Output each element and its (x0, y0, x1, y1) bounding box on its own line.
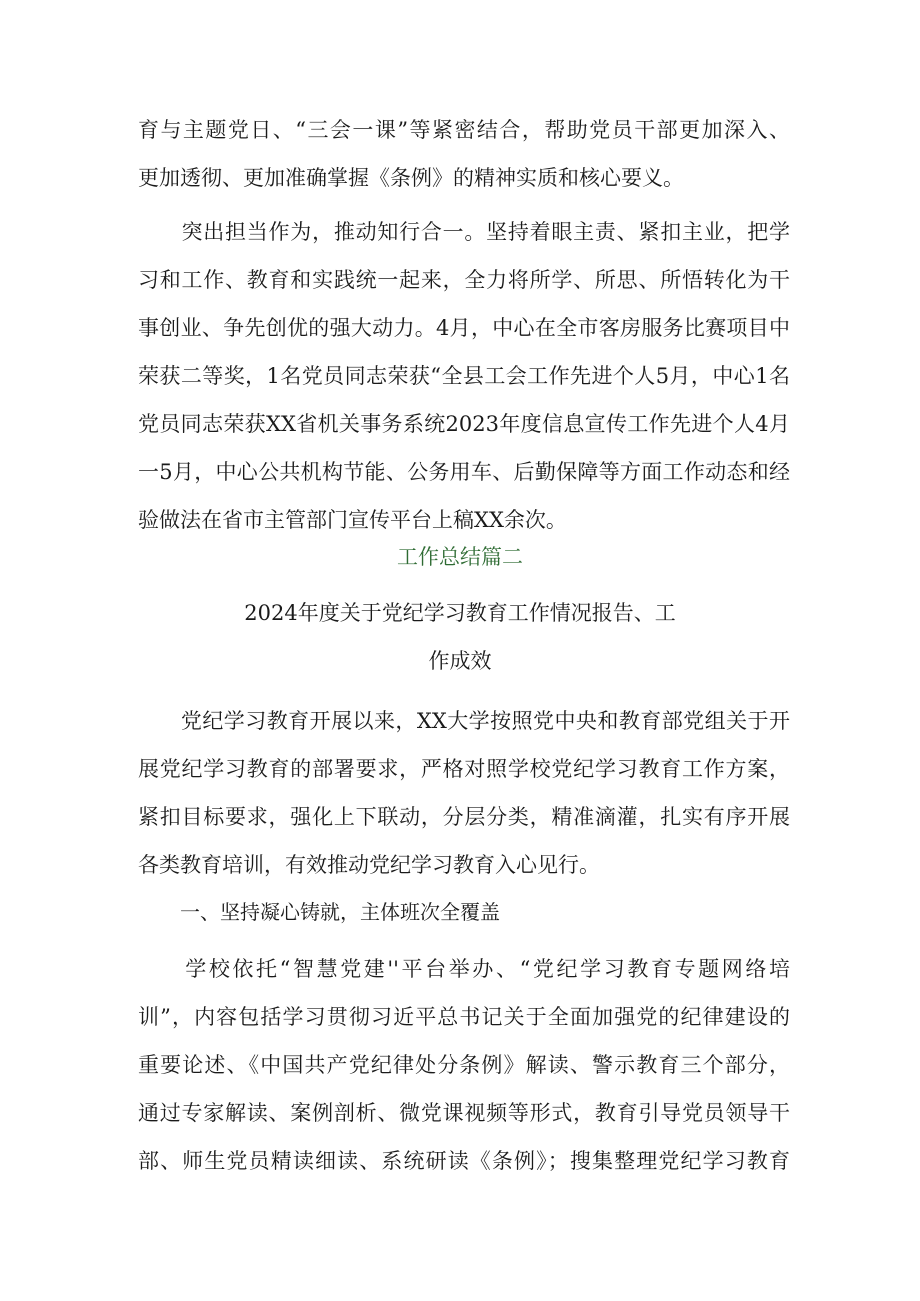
text-line: 通过专家解读、案例剖析、微党课视频等形式，教育引导党员领导干 (138, 1101, 790, 1125)
section-title: 工作总结篇二 (397, 545, 523, 569)
text-line: 更加透彻、更加准确掌握《条例》的精神实质和核心要义。 (138, 166, 684, 190)
text-line: 展党纪学习教育的部署要求，严格对照学校党纪学习教育工作方案， (138, 757, 790, 781)
paragraph-online-training (138, 945, 790, 1185)
paragraph-overview (138, 697, 790, 889)
text-line: 荣获二等奖，1名党员同志荣获“全县工会工作先进个人5月，中心1名 (138, 364, 790, 388)
text-line: 党纪学习教育开展以来，XX大学按照党中央和教育部党组关于开 (138, 709, 790, 733)
text-line: 一5月，中心公共机构节能、公务用车、后勤保障等方面工作动态和经 (138, 460, 790, 484)
text-line: 突出担当作为，推动知行合一。坚持着眼主责、紧扣主业，把学 (138, 220, 790, 244)
text-line: 育与主题党日、“三会一课”等紧密结合，帮助党员干部更加深入、 (138, 118, 790, 142)
section-heading-1: 一、坚持凝心铸就，主体班次全覆盖 (180, 900, 500, 924)
text-line: 训”，内容包括学习贯彻习近平总书记关于全面加强党的纪律建设的 (138, 1005, 790, 1029)
paragraph-intro-continuation (138, 106, 790, 202)
text-line: 部、师生党员精读细读、系统研读《条例》；搜集整理党纪学习教育 (138, 1149, 790, 1173)
document-title-line-2: 作成效 (428, 649, 492, 673)
text-line: 党员同志荣获XX省机关事务系统2023年度信息宣传工作先进个人4月 (138, 412, 790, 436)
text-line: 紧扣目标要求，强化上下联动，分层分类，精准滴灌，扎实有序开展 (138, 805, 790, 829)
paragraph-take-responsibility (138, 208, 790, 544)
text-line: 习和工作、教育和实践统一起来，全力将所学、所思、所悟转化为干 (138, 268, 790, 292)
text-line: 重要论述、《中国共产党纪律处分条例》解读、警示教育三个部分， (138, 1053, 790, 1077)
text-line: 学校依托“智慧党建''平台举办、“党纪学习教育专题网络培 (138, 957, 790, 981)
document-title-line-1: 2024年度关于党纪学习教育工作情况报告、工 (244, 601, 676, 625)
text-line: 验做法在省市主管部门宣传平台上稿XX余次。 (138, 508, 567, 532)
text-line: 各类教育培训，有效推动党纪学习教育入心见行。 (138, 853, 600, 877)
text-line: 事创业、争先创优的强大动力。4月，中心在全市客房服务比赛项目中 (138, 316, 790, 340)
